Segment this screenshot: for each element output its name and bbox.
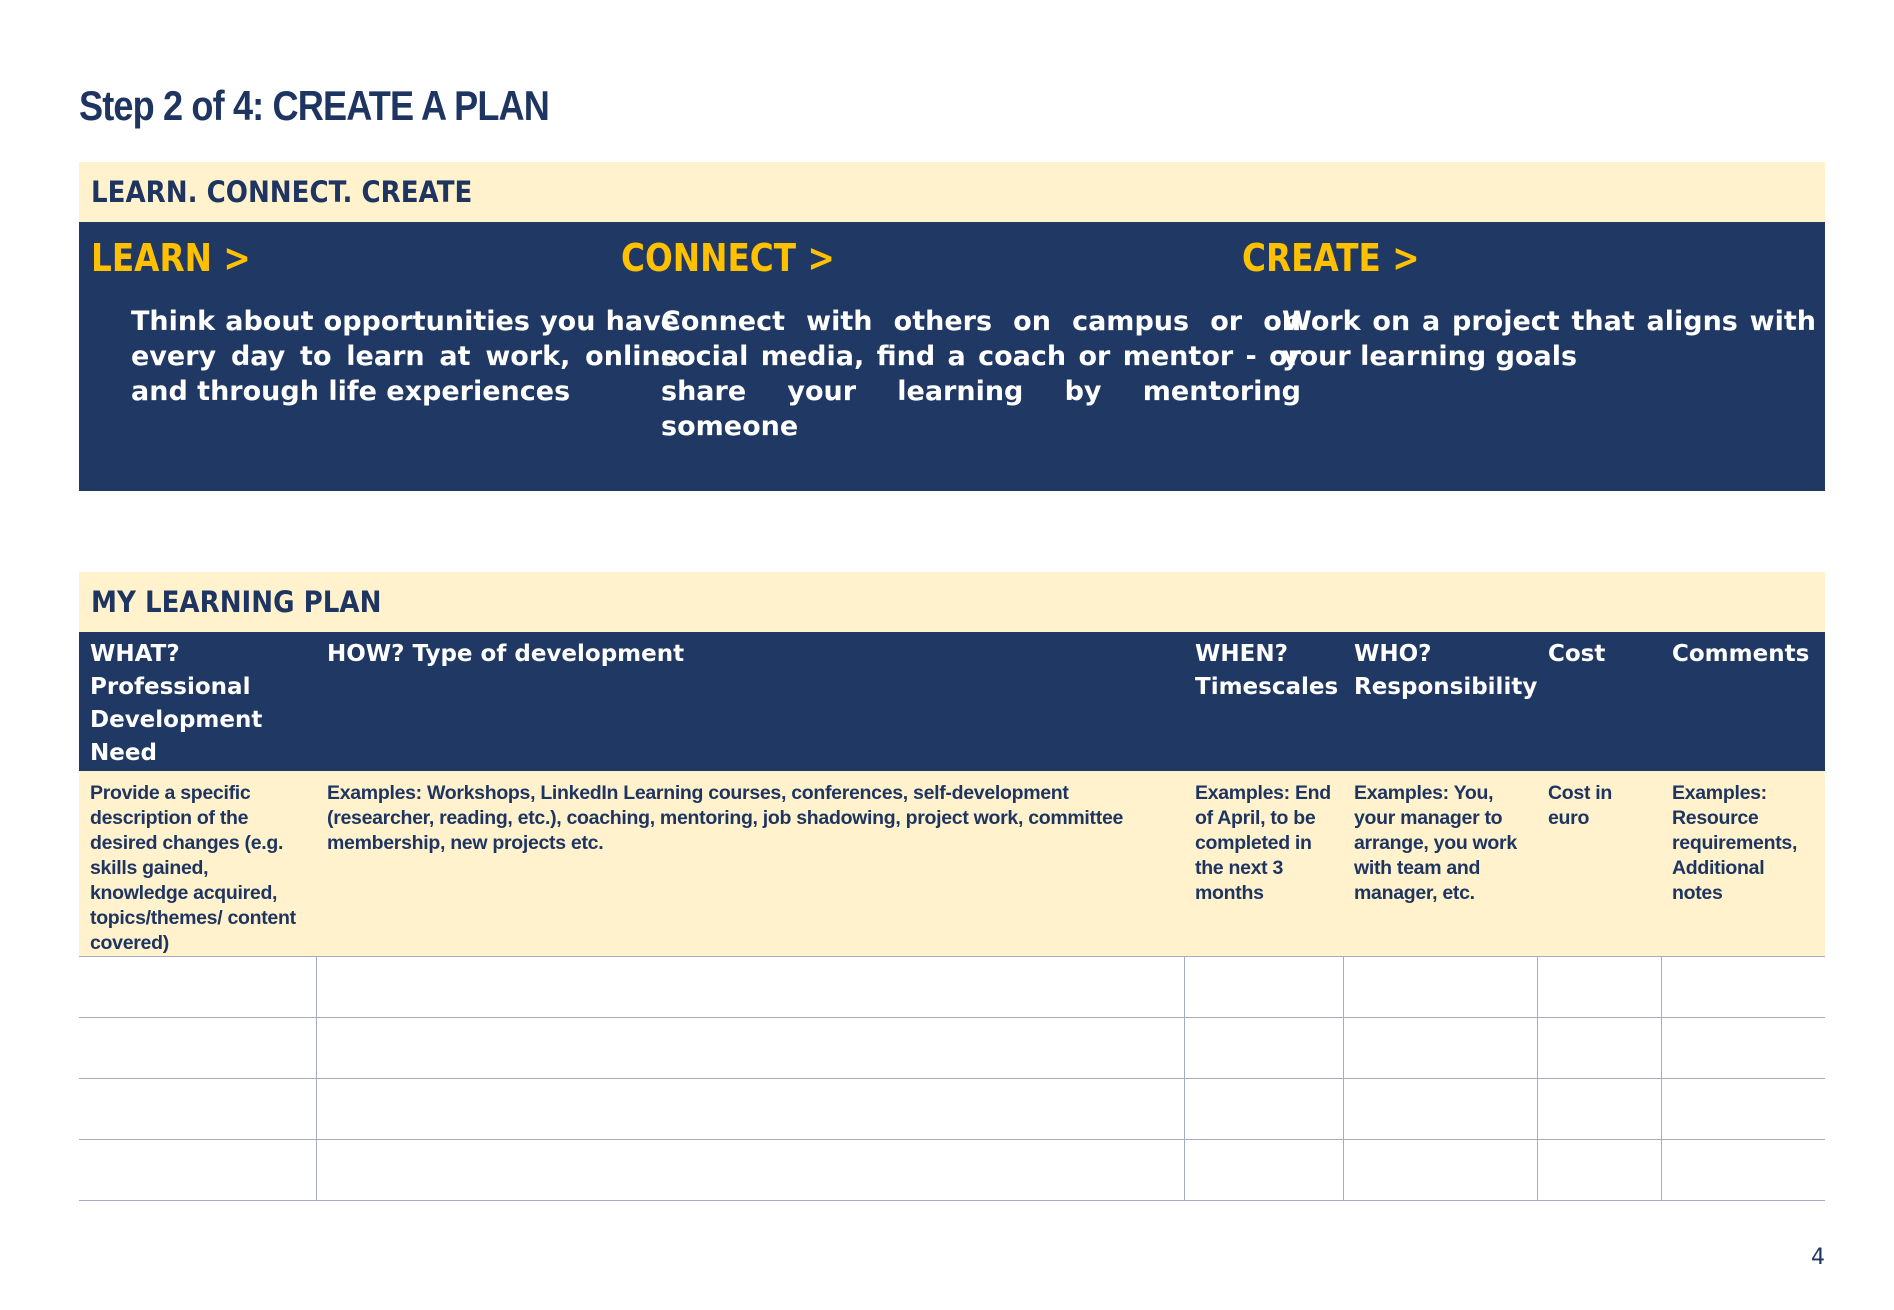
create-heading: CREATE >: [1242, 236, 1420, 280]
comments-cell[interactable]: [1661, 1079, 1825, 1140]
learn-connect-create-band: [79, 162, 1825, 222]
header-who: WHO? Responsibility: [1343, 632, 1537, 771]
cost-cell[interactable]: [1537, 1018, 1661, 1079]
example-what: Provide a specific description of the desired changes (e.g. skills gained, knowledge acquired, topics/themes/ content covered): [79, 771, 316, 957]
how-cell[interactable]: [316, 1079, 1184, 1140]
learn-text: Think about opportunities you have every day to learn at work, online and through life experiences: [131, 306, 679, 407]
header-comments: Comments: [1661, 632, 1825, 771]
when-cell[interactable]: [1184, 1079, 1343, 1140]
comments-cell[interactable]: [1661, 957, 1825, 1018]
my-learning-plan-band: [79, 572, 1825, 632]
example-when: Examples: End of April, to be completed in the next 3 months: [1184, 771, 1343, 957]
page-number: 4: [1811, 1245, 1825, 1270]
what-cell[interactable]: [79, 1018, 316, 1079]
lcc-band-label: LEARN. CONNECT. CREATE: [91, 175, 473, 209]
table-row: [79, 957, 1825, 1018]
who-cell[interactable]: [1343, 1140, 1537, 1201]
examples-row: [79, 771, 1825, 957]
how-cell[interactable]: [316, 957, 1184, 1018]
connect-text: Connect with others on campus or on social media, find a coach or mentor - or share your learning by mentoring someone: [661, 306, 1301, 442]
header-cost: Cost: [1537, 632, 1661, 771]
cost-cell[interactable]: [1537, 1079, 1661, 1140]
table-row: [79, 1079, 1825, 1140]
who-cell[interactable]: [1343, 1018, 1537, 1079]
comments-cell[interactable]: [1661, 1018, 1825, 1079]
when-cell[interactable]: [1184, 957, 1343, 1018]
cost-cell[interactable]: [1537, 1140, 1661, 1201]
how-cell[interactable]: [316, 1140, 1184, 1201]
plan-band-label: MY LEARNING PLAN: [91, 585, 382, 619]
table-header-row: [79, 632, 1825, 771]
how-cell[interactable]: [316, 1018, 1184, 1079]
table-row: [79, 1018, 1825, 1079]
example-comments: Examples: Resource requirements, Additional notes: [1661, 771, 1825, 957]
what-cell[interactable]: [79, 1079, 316, 1140]
header-how: HOW? Type of development: [316, 632, 1184, 771]
example-who: Examples: You, your manager to arrange, you work with team and manager, etc.: [1343, 771, 1537, 957]
example-cost: Cost in euro: [1537, 771, 1661, 957]
table-row: [79, 1140, 1825, 1201]
when-cell[interactable]: [1184, 1018, 1343, 1079]
when-cell[interactable]: [1184, 1140, 1343, 1201]
who-cell[interactable]: [1343, 1079, 1537, 1140]
create-text: Work on a project that aligns with your learning goals: [1282, 306, 1816, 372]
page-title: Step 2 of 4: CREATE A PLAN: [79, 82, 549, 129]
what-cell[interactable]: [79, 957, 316, 1018]
what-cell[interactable]: [79, 1140, 316, 1201]
example-how: Examples: Workshops, LinkedIn Learning courses, conferences, self-development (researcher, reading, etc.), coaching, mentoring, job shadowing, project work, committee membership, new projects etc.: [316, 771, 1184, 957]
learning-plan-table: [79, 632, 1825, 1201]
learn-heading: LEARN >: [91, 236, 251, 280]
header-when: WHEN? Timescales: [1184, 632, 1343, 771]
who-cell[interactable]: [1343, 957, 1537, 1018]
comments-cell[interactable]: [1661, 1140, 1825, 1201]
connect-heading: CONNECT >: [621, 236, 835, 280]
header-what: WHAT? Professional Development Need: [79, 632, 316, 771]
cost-cell[interactable]: [1537, 957, 1661, 1018]
learn-connect-create-panel: [79, 222, 1825, 491]
